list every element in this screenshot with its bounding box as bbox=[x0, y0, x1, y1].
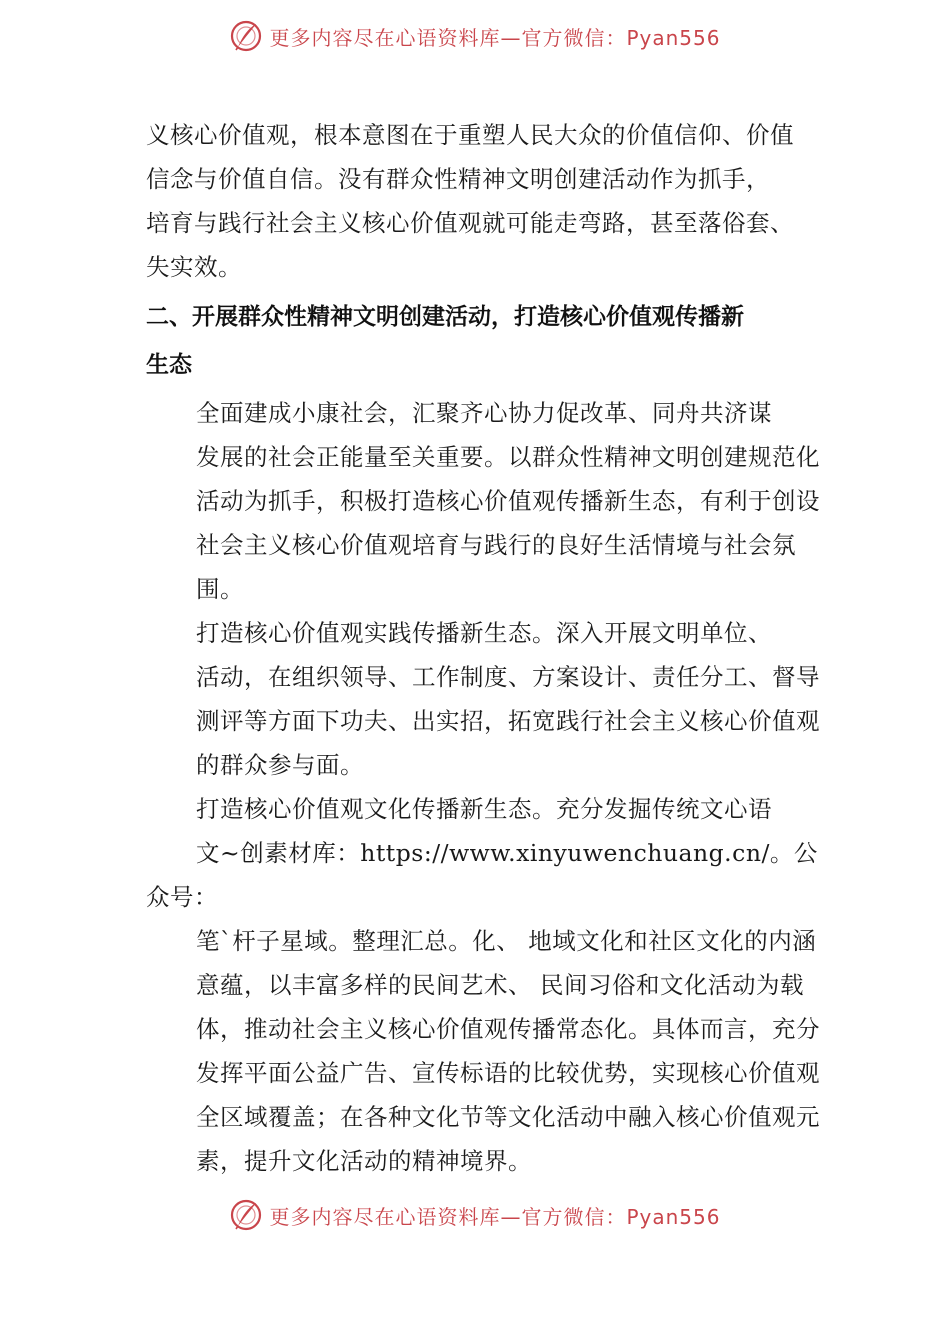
text-line: 打造核心价值观实践传播新生态。深入开展文明单位、 bbox=[196, 619, 772, 647]
paragraph bbox=[146, 611, 836, 787]
text-line: 全面建成小康社会，汇聚齐心协力促改革、同舟共济谋 bbox=[196, 399, 772, 427]
header-banner bbox=[0, 14, 950, 58]
text-line: 测评等方面下功夫、出实招，拓宽践行社会主义核心价值观 bbox=[196, 707, 820, 735]
paragraph bbox=[146, 787, 836, 1183]
document-body bbox=[146, 113, 836, 1183]
text-line: 体，推动社会主义核心价值观传播常态化。具体而言，充分 bbox=[196, 1015, 820, 1043]
text-line: 意蕴，以丰富多样的民间艺术、 民间习俗和文化活动为载 bbox=[196, 971, 804, 999]
text-line: 社会主义核心价值观培育与践行的良好生活情境与社会氛 bbox=[196, 531, 796, 559]
text-line: 文~创素材库：https://www.xinyuwenchuang.cn/。公众号： bbox=[146, 839, 818, 911]
text-line: 的群众参与面。 bbox=[196, 751, 364, 779]
text-line: 发挥平面公益广告、宣传标语的比较优势，实现核心价值观 bbox=[196, 1059, 820, 1087]
paragraph bbox=[146, 113, 836, 289]
text-line: 培育与践行社会主义核心价值观就可能走弯路，甚至落俗套、 bbox=[146, 209, 794, 237]
text-line: 义核心价值观，根本意图在于重塑人民大众的价值信仰、价值 bbox=[146, 121, 794, 149]
heading-line: 生态 bbox=[146, 352, 192, 378]
text-line: 活动为抓手，积极打造核心价值观传播新生态，有利于创设 bbox=[196, 487, 820, 515]
section-heading bbox=[146, 289, 836, 391]
text-line: 活动，在组织领导、工作制度、方案设计、责任分工、督导 bbox=[196, 663, 820, 691]
text-line: 信念与价值自信。没有群众性精神文明创建活动作为抓手， bbox=[146, 165, 770, 193]
paragraph bbox=[146, 391, 836, 611]
quill-logo-icon bbox=[229, 1198, 263, 1232]
footer-banner bbox=[0, 1193, 950, 1237]
text-line: 素，提升文化活动的精神境界。 bbox=[196, 1147, 532, 1175]
banner-text: 更多内容尽在心语资料库—官方微信：Pyan556 bbox=[269, 25, 721, 50]
text-line: 打造核心价值观文化传播新生态。充分发掘传统文心语 bbox=[196, 795, 772, 823]
banner-text: 更多内容尽在心语资料库—官方微信：Pyan556 bbox=[269, 1204, 721, 1229]
heading-line: 二、开展群众性精神文明创建活动，打造核心价值观传播新 bbox=[146, 304, 744, 330]
text-line: 发展的社会正能量至关重要。以群众性精神文明创建规范化 bbox=[196, 443, 820, 471]
text-line: 失实效。 bbox=[146, 253, 242, 281]
text-line: 围。 bbox=[196, 575, 244, 603]
text-line: 全区域覆盖；在各种文化节等文化活动中融入核心价值观元 bbox=[196, 1103, 820, 1131]
quill-logo-icon bbox=[229, 19, 263, 53]
text-line: 笔`杆子星域。整理汇总。化、 地域文化和社区文化的内涵 bbox=[196, 927, 817, 955]
